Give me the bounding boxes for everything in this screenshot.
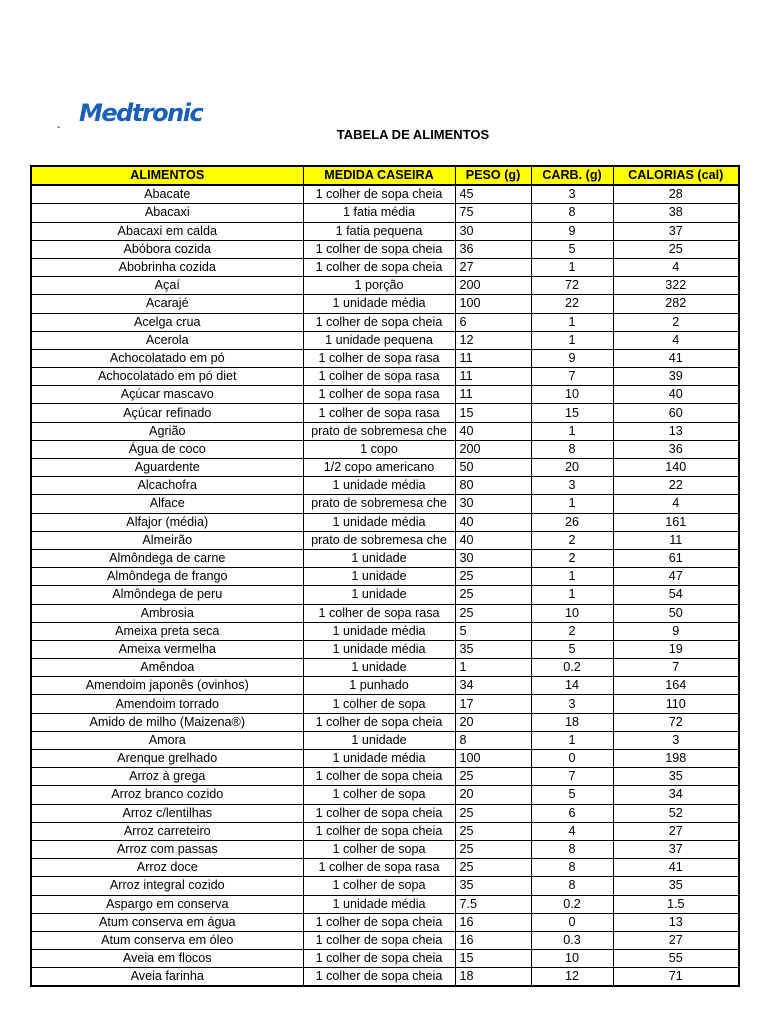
cell-peso: 200 [455,277,531,295]
cell-medida: 1 colher de sopa cheia [303,822,455,840]
cell-peso: 50 [455,459,531,477]
cell-calorias: 52 [613,804,739,822]
cell-alimento: Aveia farinha [31,968,303,987]
cell-alimento: Alfajor (média) [31,513,303,531]
cell-medida: 1 colher de sopa rasa [303,859,455,877]
cell-alimento: Arroz doce [31,859,303,877]
cell-carb: 5 [531,640,613,658]
cell-medida: 1 unidade média [303,622,455,640]
cell-peso: 25 [455,859,531,877]
table-row [31,440,739,458]
cell-medida: 1 copo [303,440,455,458]
cell-peso: 35 [455,877,531,895]
cell-alimento: Atum conserva em óleo [31,931,303,949]
cell-peso: 1 [455,659,531,677]
table-row [31,513,739,531]
cell-alimento: Arroz integral cozido [31,877,303,895]
cell-medida: 1 colher de sopa [303,786,455,804]
cell-calorias: 282 [613,295,739,313]
cell-carb: 22 [531,295,613,313]
table-row [31,731,739,749]
cell-alimento: Arroz à grega [31,768,303,786]
cell-carb: 6 [531,804,613,822]
cell-carb: 9 [531,222,613,240]
cell-alimento: Aguardente [31,459,303,477]
cell-alimento: Aspargo em conserva [31,895,303,913]
cell-medida: 1 colher de sopa rasa [303,349,455,367]
cell-alimento: Arroz com passas [31,840,303,858]
table-row [31,549,739,567]
cell-medida: 1 colher de sopa cheia [303,931,455,949]
cell-calorias: 27 [613,931,739,949]
cell-calorias: 11 [613,531,739,549]
table-row [31,404,739,422]
cell-medida: 1 colher de sopa rasa [303,386,455,404]
cell-peso: 20 [455,786,531,804]
cell-medida: 1 colher de sopa rasa [303,604,455,622]
cell-carb: 15 [531,404,613,422]
cell-peso: 200 [455,440,531,458]
cell-carb: 0.3 [531,931,613,949]
table-row [31,877,739,895]
cell-calorias: 54 [613,586,739,604]
cell-alimento: Atum conserva em água [31,913,303,931]
cell-peso: 27 [455,258,531,276]
table-row [31,677,739,695]
cell-medida: 1 colher de sopa cheia [303,185,455,204]
cell-calorias: 47 [613,568,739,586]
table-row [31,786,739,804]
cell-calorias: 9 [613,622,739,640]
cell-carb: 10 [531,950,613,968]
table-row [31,204,739,222]
cell-carb: 4 [531,822,613,840]
table-row [31,313,739,331]
cell-peso: 15 [455,404,531,422]
cell-alimento: Arroz branco cozido [31,786,303,804]
cell-medida: 1 colher de sopa [303,695,455,713]
cell-medida: 1 colher de sopa cheia [303,968,455,987]
cell-calorias: 25 [613,240,739,258]
cell-carb: 1 [531,422,613,440]
cell-calorias: 39 [613,368,739,386]
cell-carb: 2 [531,622,613,640]
cell-alimento: Ambrosia [31,604,303,622]
cell-alimento: Achocolatado em pó diet [31,368,303,386]
table-row [31,349,739,367]
cell-alimento: Achocolatado em pó [31,349,303,367]
table-row [31,950,739,968]
cell-calorias: 3 [613,731,739,749]
table-row [31,386,739,404]
cell-alimento: Arroz carreteiro [31,822,303,840]
cell-peso: 30 [455,549,531,567]
cell-medida: prato de sobremesa che [303,422,455,440]
cell-alimento: Abóbora cozida [31,240,303,258]
cell-peso: 25 [455,568,531,586]
table-row [31,586,739,604]
cell-alimento: Almôndega de peru [31,586,303,604]
cell-medida: 1 colher de sopa rasa [303,368,455,386]
cell-peso: 100 [455,750,531,768]
cell-calorias: 322 [613,277,739,295]
cell-alimento: Arroz c/lentilhas [31,804,303,822]
cell-calorias: 35 [613,877,739,895]
cell-alimento: Abacate [31,185,303,204]
cell-carb: 8 [531,204,613,222]
cell-medida: 1 colher de sopa cheia [303,258,455,276]
cell-carb: 9 [531,349,613,367]
table-row [31,277,739,295]
cell-peso: 7.5 [455,895,531,913]
table-row [31,240,739,258]
table-row [31,659,739,677]
table-row [31,531,739,549]
cell-carb: 10 [531,604,613,622]
cell-calorias: 22 [613,477,739,495]
cell-carb: 12 [531,968,613,987]
cell-medida: 1 fatia pequena [303,222,455,240]
cell-carb: 1 [531,258,613,276]
cell-carb: 8 [531,840,613,858]
cell-carb: 3 [531,695,613,713]
cell-carb: 1 [531,568,613,586]
cell-alimento: Amendoim torrado [31,695,303,713]
cell-calorias: 35 [613,768,739,786]
cell-medida: 1 colher de sopa cheia [303,713,455,731]
cell-alimento: Abobrinha cozida [31,258,303,276]
cell-medida: 1 unidade média [303,513,455,531]
cell-calorias: 34 [613,786,739,804]
cell-peso: 40 [455,531,531,549]
table-row [31,622,739,640]
cell-calorias: 4 [613,495,739,513]
cell-medida: 1/2 copo americano [303,459,455,477]
cell-peso: 25 [455,822,531,840]
table-header-row [31,166,739,185]
cell-alimento: Aveia em flocos [31,950,303,968]
cell-alimento: Acelga crua [31,313,303,331]
cell-peso: 40 [455,513,531,531]
cell-peso: 16 [455,913,531,931]
cell-carb: 2 [531,549,613,567]
header-medida-caseira: MEDIDA CASEIRA [303,166,455,185]
cell-peso: 25 [455,768,531,786]
cell-calorias: 110 [613,695,739,713]
cell-alimento: Alface [31,495,303,513]
cell-calorias: 13 [613,913,739,931]
cell-calorias: 27 [613,822,739,840]
cell-peso: 25 [455,586,531,604]
cell-carb: 72 [531,277,613,295]
cell-peso: 34 [455,677,531,695]
cell-medida: prato de sobremesa che [303,495,455,513]
cell-calorias: 72 [613,713,739,731]
table-row [31,604,739,622]
cell-carb: 26 [531,513,613,531]
table-row [31,840,739,858]
table-row [31,822,739,840]
table-row [31,913,739,931]
cell-carb: 3 [531,185,613,204]
cell-medida: 1 porção [303,277,455,295]
cell-medida: 1 colher de sopa cheia [303,240,455,258]
cell-alimento: Amido de milho (Maizena®) [31,713,303,731]
cell-peso: 25 [455,804,531,822]
cell-peso: 35 [455,640,531,658]
table-row [31,477,739,495]
table-row [31,568,739,586]
page-title-text: TABELA DE ALIMENTOS [336,127,490,142]
cell-calorias: 41 [613,349,739,367]
cell-carb: 20 [531,459,613,477]
cell-medida: 1 colher de sopa cheia [303,768,455,786]
cell-carb: 7 [531,768,613,786]
cell-carb: 8 [531,859,613,877]
cell-calorias: 37 [613,840,739,858]
cell-alimento: Açúcar mascavo [31,386,303,404]
cell-peso: 11 [455,349,531,367]
cell-medida: 1 unidade [303,586,455,604]
page-title [0,127,768,142]
cell-peso: 30 [455,222,531,240]
cell-calorias: 198 [613,750,739,768]
cell-alimento: Ameixa preta seca [31,622,303,640]
cell-calorias: 40 [613,386,739,404]
header-peso: PESO (g) [455,166,531,185]
cell-medida: 1 unidade média [303,895,455,913]
table-row [31,695,739,713]
table-row [31,750,739,768]
cell-carb: 8 [531,877,613,895]
cell-peso: 80 [455,477,531,495]
table-row [31,185,739,204]
cell-carb: 5 [531,786,613,804]
table-row [31,459,739,477]
cell-medida: 1 colher de sopa [303,877,455,895]
header-calorias: CALORIAS (cal) [613,166,739,185]
cell-carb: 5 [531,240,613,258]
dash-mark: - [57,122,61,133]
cell-medida: 1 unidade média [303,295,455,313]
table-row [31,804,739,822]
cell-alimento: Acarajé [31,295,303,313]
header-carb: CARB. (g) [531,166,613,185]
cell-alimento: Agrião [31,422,303,440]
cell-carb: 2 [531,531,613,549]
table-row [31,931,739,949]
cell-calorias: 161 [613,513,739,531]
table-body [31,185,739,986]
cell-alimento: Amora [31,731,303,749]
cell-carb: 1 [531,586,613,604]
cell-peso: 11 [455,386,531,404]
cell-alimento: Açúcar refinado [31,404,303,422]
cell-calorias: 37 [613,222,739,240]
header-alimentos: ALIMENTOS [31,166,303,185]
cell-calorias: 164 [613,677,739,695]
cell-carb: 1 [531,495,613,513]
table-row [31,895,739,913]
cell-alimento: Amendoim japonês (ovinhos) [31,677,303,695]
cell-calorias: 13 [613,422,739,440]
cell-calorias: 61 [613,549,739,567]
cell-calorias: 1.5 [613,895,739,913]
cell-calorias: 7 [613,659,739,677]
cell-carb: 10 [531,386,613,404]
cell-medida: 1 colher de sopa cheia [303,313,455,331]
cell-medida: 1 unidade [303,659,455,677]
cell-peso: 36 [455,240,531,258]
cell-medida: 1 fatia média [303,204,455,222]
cell-alimento: Açaí [31,277,303,295]
cell-carb: 3 [531,477,613,495]
cell-carb: 8 [531,440,613,458]
cell-medida: 1 colher de sopa rasa [303,404,455,422]
cell-peso: 30 [455,495,531,513]
cell-peso: 100 [455,295,531,313]
table-row [31,222,739,240]
cell-medida: 1 unidade média [303,750,455,768]
cell-calorias: 60 [613,404,739,422]
cell-carb: 1 [531,313,613,331]
cell-medida: 1 colher de sopa cheia [303,950,455,968]
table-row [31,368,739,386]
cell-medida: 1 unidade média [303,477,455,495]
cell-medida: 1 punhado [303,677,455,695]
food-table [30,165,740,987]
cell-medida: 1 unidade [303,731,455,749]
cell-alimento: Alcachofra [31,477,303,495]
cell-medida: 1 unidade média [303,640,455,658]
table-row [31,640,739,658]
cell-calorias: 19 [613,640,739,658]
cell-medida: 1 colher de sopa [303,840,455,858]
cell-carb: 0 [531,750,613,768]
cell-peso: 8 [455,731,531,749]
cell-peso: 15 [455,950,531,968]
cell-peso: 18 [455,968,531,987]
cell-alimento: Água de coco [31,440,303,458]
cell-carb: 18 [531,713,613,731]
table-row [31,859,739,877]
cell-peso: 6 [455,313,531,331]
table-row [31,968,739,987]
cell-medida: prato de sobremesa che [303,531,455,549]
cell-carb: 7 [531,368,613,386]
cell-calorias: 4 [613,331,739,349]
cell-alimento: Arenque grelhado [31,750,303,768]
table-row [31,495,739,513]
medtronic-logo: Medtronic [79,99,203,127]
cell-peso: 25 [455,840,531,858]
cell-peso: 5 [455,622,531,640]
cell-calorias: 36 [613,440,739,458]
cell-alimento: Almeirão [31,531,303,549]
cell-alimento: Acerola [31,331,303,349]
cell-peso: 12 [455,331,531,349]
cell-alimento: Almôndega de carne [31,549,303,567]
cell-peso: 16 [455,931,531,949]
cell-medida: 1 colher de sopa cheia [303,913,455,931]
cell-calorias: 71 [613,968,739,987]
cell-carb: 1 [531,331,613,349]
table-row [31,768,739,786]
cell-alimento: Amêndoa [31,659,303,677]
cell-calorias: 2 [613,313,739,331]
cell-peso: 75 [455,204,531,222]
cell-calorias: 28 [613,185,739,204]
cell-peso: 45 [455,185,531,204]
cell-carb: 0.2 [531,895,613,913]
cell-medida: 1 unidade [303,549,455,567]
table-row [31,331,739,349]
cell-alimento: Abacaxi em calda [31,222,303,240]
table-row [31,713,739,731]
cell-calorias: 38 [613,204,739,222]
cell-calorias: 4 [613,258,739,276]
table-row [31,295,739,313]
cell-peso: 40 [455,422,531,440]
cell-peso: 17 [455,695,531,713]
cell-carb: 0 [531,913,613,931]
cell-carb: 1 [531,731,613,749]
cell-peso: 20 [455,713,531,731]
cell-peso: 25 [455,604,531,622]
cell-calorias: 41 [613,859,739,877]
cell-medida: 1 unidade [303,568,455,586]
cell-medida: 1 colher de sopa cheia [303,804,455,822]
table-row [31,258,739,276]
cell-alimento: Abacaxi [31,204,303,222]
cell-peso: 11 [455,368,531,386]
cell-calorias: 55 [613,950,739,968]
cell-calorias: 50 [613,604,739,622]
cell-alimento: Almôndega de frango [31,568,303,586]
table-row [31,422,739,440]
cell-carb: 14 [531,677,613,695]
cell-medida: 1 unidade pequena [303,331,455,349]
cell-calorias: 140 [613,459,739,477]
cell-alimento: Ameixa vermelha [31,640,303,658]
cell-carb: 0.2 [531,659,613,677]
